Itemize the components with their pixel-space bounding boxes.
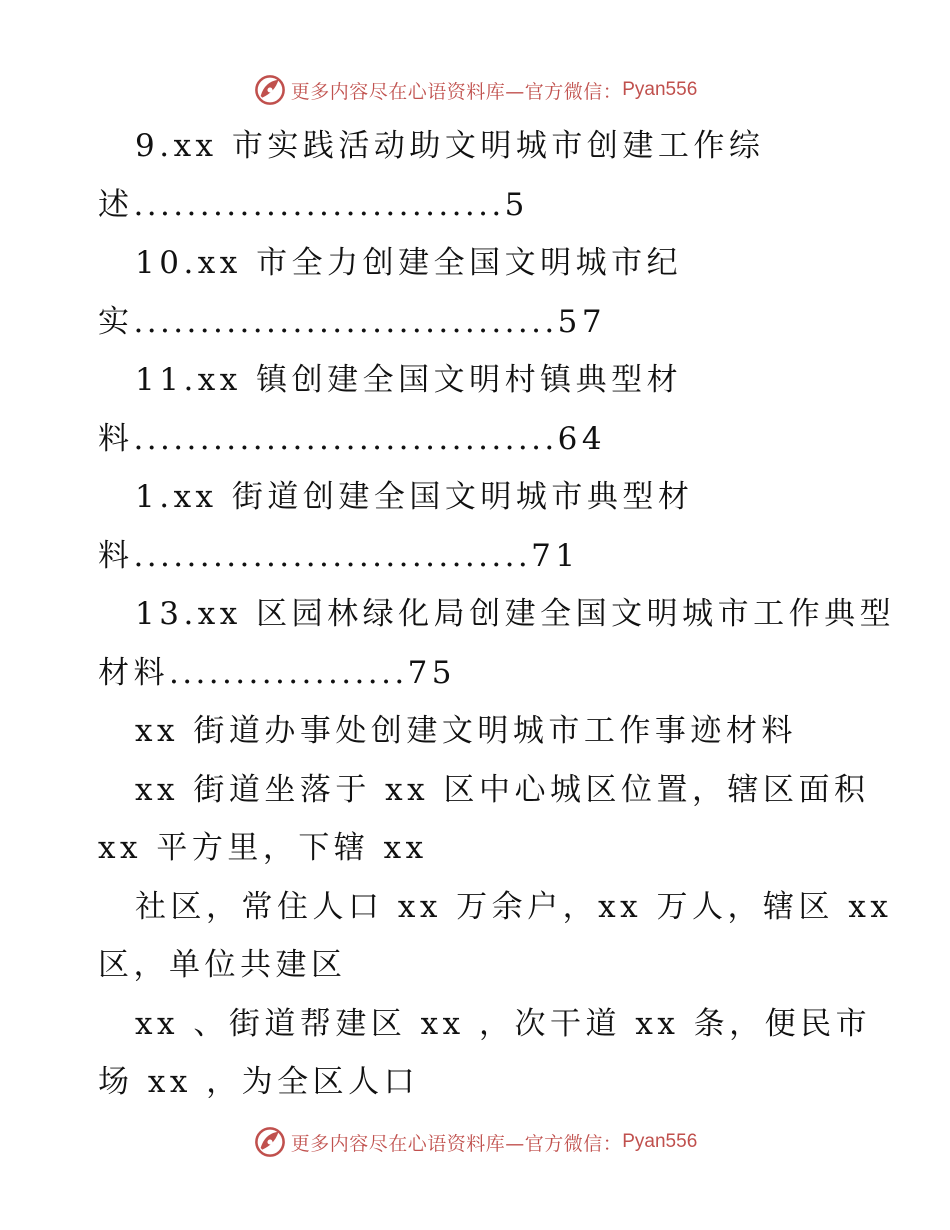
section-heading: xx 街道办事处创建文明城市工作事迹材料 xyxy=(135,713,797,749)
toc-item-lead: 实 xyxy=(98,304,134,340)
watermark-text: 更多内容尽在心语资料库—官方微信： xyxy=(290,1132,623,1155)
body-paragraph-line: 社区，常住人口 xx 万余户，xx 万人，辖区 xx xyxy=(135,889,893,925)
watermark-text: 更多内容尽在心语资料库—官方微信： xyxy=(290,80,623,103)
toc-item-title: 9.xx 市实践活动助文明城市创建工作综 xyxy=(135,128,765,164)
toc-item-lead: 料 xyxy=(98,538,134,574)
toc-item-title: 11.xx 镇创建全国文明村镇典型材 xyxy=(135,362,683,398)
body-paragraph-line: 场 xx ，为全区人口 xyxy=(98,1064,420,1100)
toc-item-leader xyxy=(98,653,456,693)
body-paragraph-line: xx 街道坐落于 xx 区中心城区位置，辖区面积 xyxy=(135,772,870,808)
toc-dots: .............................. xyxy=(133,538,532,574)
toc-page-number: 5 xyxy=(504,187,529,223)
toc-item-leader xyxy=(98,419,606,459)
toc-item-leader xyxy=(98,536,580,576)
pen-nib-logo-icon xyxy=(253,1125,287,1159)
toc-page-number: 71 xyxy=(531,538,580,574)
pen-nib-logo-icon xyxy=(253,73,287,107)
watermark-wechat-id: Pyan556 xyxy=(622,1131,698,1152)
toc-item-lead: 材料 xyxy=(98,655,169,691)
toc-item-title: 10.xx 市全力创建全国文明城市纪 xyxy=(135,245,683,281)
toc-page-number: 64 xyxy=(557,421,607,457)
toc-item-lead: 料 xyxy=(98,421,134,457)
toc-item-title: 13.xx 区园林绿化局创建全国文明城市工作典型 xyxy=(135,596,896,632)
toc-dots: ............................ xyxy=(133,187,505,223)
toc-item-leader xyxy=(98,302,606,342)
toc-dots: ................................ xyxy=(133,421,558,457)
watermark-footer xyxy=(0,1122,950,1162)
body-paragraph-line: xx 平方里，下辖 xx xyxy=(98,830,428,866)
toc-page-number: 75 xyxy=(407,655,457,691)
body-paragraph-line: 区，单位共建区 xyxy=(98,947,347,983)
toc-dots: .................. xyxy=(169,655,408,691)
watermark-header xyxy=(0,70,950,110)
toc-page-number: 57 xyxy=(557,304,607,340)
watermark-wechat-id: Pyan556 xyxy=(622,79,698,100)
toc-dots: ................................ xyxy=(133,304,558,340)
body-paragraph-line: xx 、街道帮建区 xx ，次干道 xx 条，便民市 xyxy=(135,1006,872,1042)
toc-item-leader xyxy=(98,185,529,225)
toc-item-title: 1.xx 街道创建全国文明城市典型材 xyxy=(135,479,694,515)
toc-item-lead: 述 xyxy=(98,187,134,223)
